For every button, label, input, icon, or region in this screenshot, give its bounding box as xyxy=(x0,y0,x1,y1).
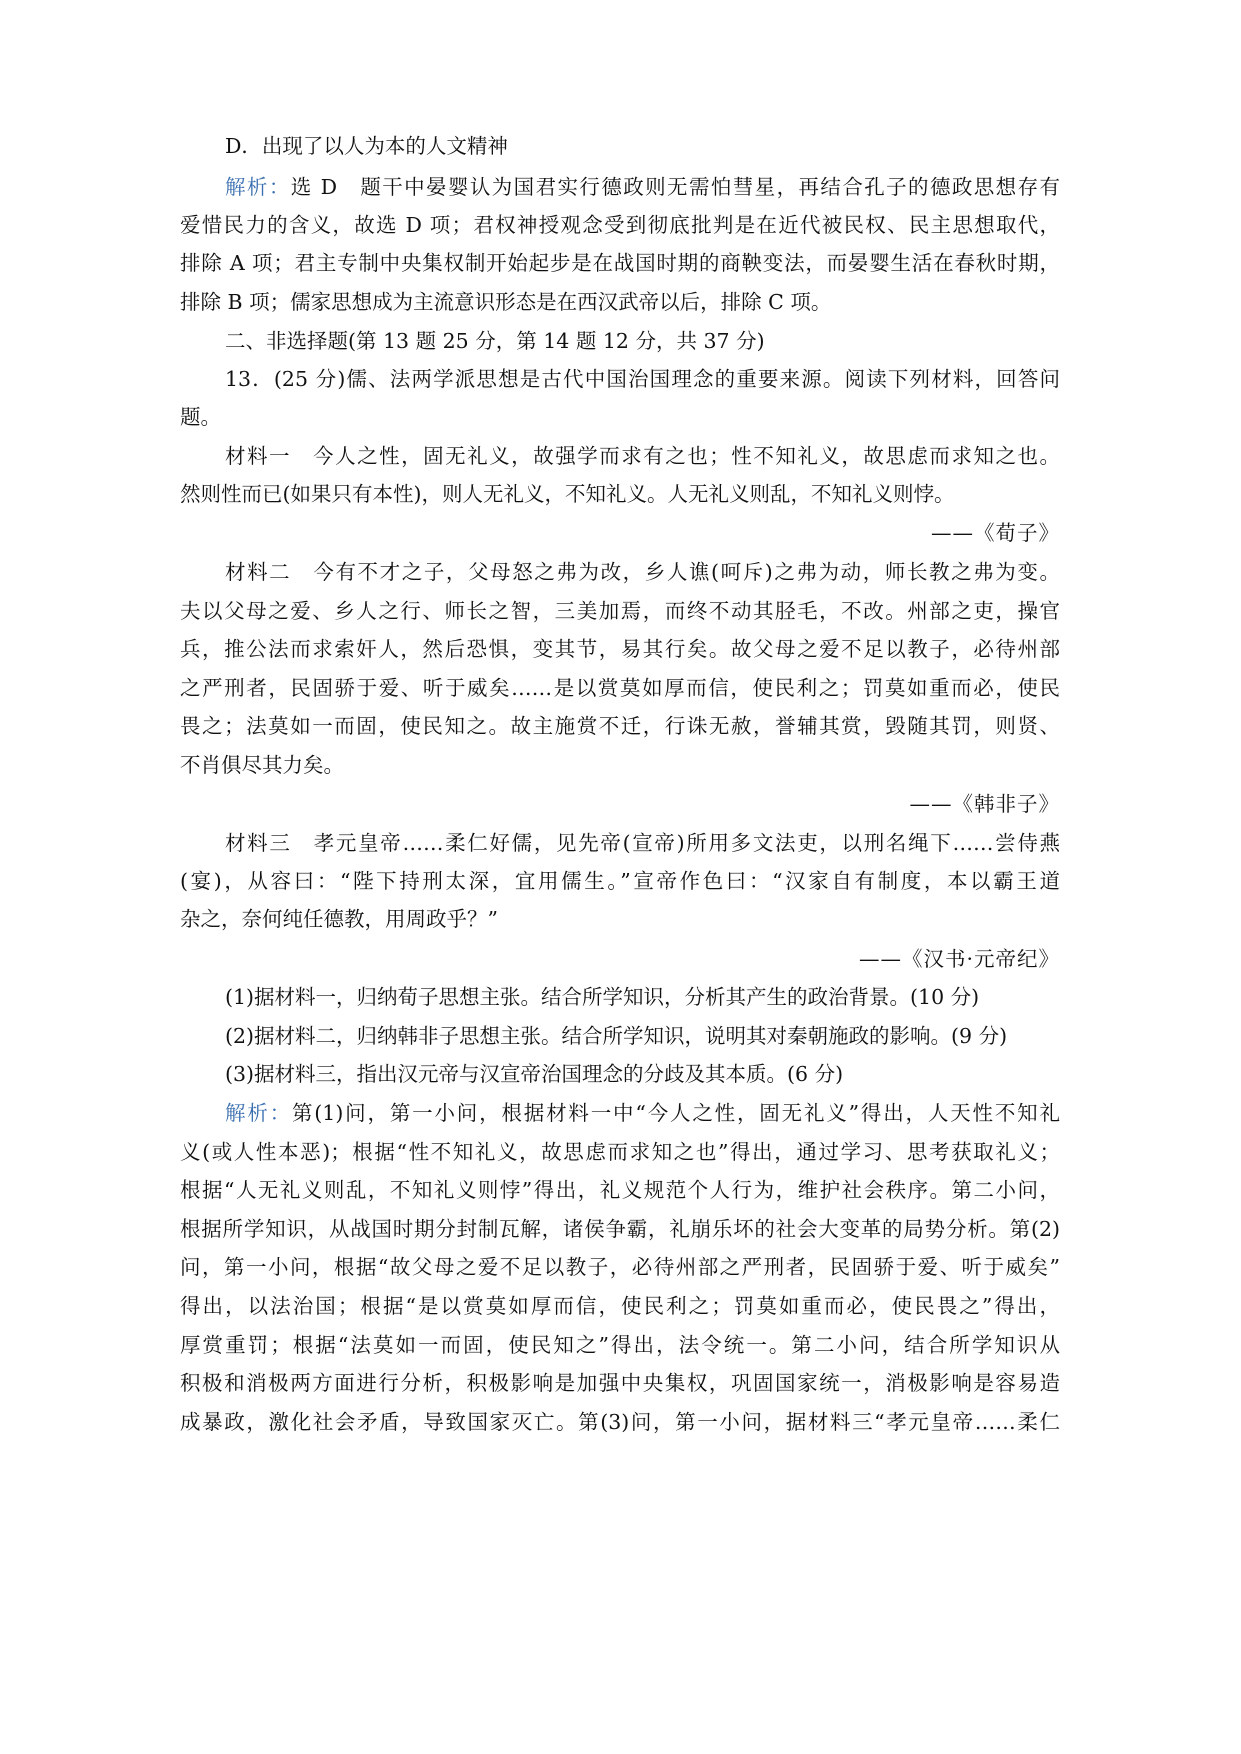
analysis1-line2: 爱惜民力的含义，故选 D 项；君权神授观念受到彻底批判是在近代被民权、民主思想取代， xyxy=(180,213,1060,237)
analysis2-line3: 根据“人无礼义则乱，不知礼义则悖”得出，礼义规范个人行为，维护社会秩序。第二小问， xyxy=(180,1178,1060,1202)
analysis2-line1: 解析：第(1)问，第一小问，根据材料一中“今人之性，固无礼义”得出，人天性不知礼 xyxy=(225,1101,1061,1125)
q13-line2: 题。 xyxy=(180,405,221,429)
analysis-label: 解析： xyxy=(225,1101,292,1125)
material2-line4: 之严刑者，民固骄于爱、听于威矣……是以赏莫如厚而信，使民利之；罚莫如重而必，使民 xyxy=(180,676,1060,700)
material2-source: ——《韩非子》 xyxy=(909,792,1060,816)
material3-line1: 材料三 孝元皇帝……柔仁好儒，见先帝(宣帝)所用多文法吏，以刑名绳下……尝侍燕 xyxy=(225,831,1060,855)
material2-line2: 夫以父母之爱、乡人之行、师长之智，三美加焉，而终不动其胫毛，不改。州部之吏，操官 xyxy=(180,599,1060,623)
analysis2-line4: 根据所学知识，从战国时期分封制瓦解，诸侯争霸，礼崩乐坏的社会大变革的局势分析。第(2) xyxy=(180,1217,1060,1241)
material2-line1: 材料二 今有不才之子，父母怒之弗为改，乡人谯(呵斥)之弗为动，师长教之弗为变。 xyxy=(225,560,1060,584)
material2-line3: 兵，推公法而求索奸人，然后恐惧，变其节，易其行矣。故父母之爱不足以教子，必待州部 xyxy=(180,637,1060,661)
material3-line2: (宴)，从容曰：“陛下持刑太深，宜用儒生。”宣帝作色曰：“汉家自有制度，本以霸王道 xyxy=(180,869,1060,893)
material3-source: ——《汉书·元帝纪》 xyxy=(858,947,1060,971)
question-2: (2)据材料二，归纳韩非子思想主张。结合所学知识，说明其对秦朝施政的影响。(9 分) xyxy=(225,1024,1008,1048)
q13-line1: 13．(25 分)儒、法两学派思想是古代中国治国理念的重要来源。阅读下列材料，回答问 xyxy=(225,367,1060,391)
material2-line6: 不肖俱尽其力矣。 xyxy=(180,753,344,777)
analysis2-line8: 积极和消极两方面进行分析，积极影响是加强中央集权，巩固国家统一，消极影响是容易造 xyxy=(180,1371,1060,1395)
material1-line2: 然则性而已(如果只有本性)，则人无礼义，不知礼义。人无礼义则乱，不知礼义则悖。 xyxy=(180,482,955,506)
analysis2-line7: 厚赏重罚；根据“法莫如一而固，使民知之”得出，法令统一。第二小问，结合所学知识从 xyxy=(180,1333,1060,1357)
material3-line3: 杂之，奈何纯任德教，用周政乎？” xyxy=(180,907,498,931)
material1-line1: 材料一 今人之性，固无礼义，故强学而求有之也；性不知礼义，故思虑而求知之也。 xyxy=(225,444,1060,468)
analysis1-line3: 排除 A 项；君主专制中央集权制开始起步是在战国时期的商鞅变法，而晏婴生活在春秋时期， xyxy=(180,251,1060,275)
analysis-label: 解析： xyxy=(225,175,291,199)
option-d: D．出现了以人为本的人文精神 xyxy=(225,134,508,158)
material2-line5: 畏之；法莫如一而固，使民知之。故主施赏不迁，行诛无赦，誉辅其赏，毁随其罚，则贤、 xyxy=(180,714,1060,738)
analysis2-line9: 成暴政，激化社会矛盾，导致国家灭亡。第(3)问，第一小问，据材料三“孝元皇帝……柔仁 xyxy=(180,1410,1060,1434)
analysis2-line5: 问，第一小问，根据“故父母之爱不足以教子，必待州部之严刑者，民固骄于爱、听于威矣” xyxy=(180,1255,1060,1279)
analysis1-line1: 解析：选 D 题干中晏婴认为国君实行德政则无需怕彗星，再结合孔子的德政思想存有 xyxy=(225,175,1061,199)
question-1: (1)据材料一，归纳荀子思想主张。结合所学知识，分析其产生的政治背景。(10 分) xyxy=(225,985,980,1009)
analysis2-line6: 得出，以法治国；根据“是以赏莫如厚而信，使民利之；罚莫如重而必，使民畏之”得出， xyxy=(180,1294,1060,1318)
analysis1-line4: 排除 B 项；儒家思想成为主流意识形态是在西汉武帝以后，排除 C 项。 xyxy=(180,290,832,314)
analysis2-line2: 义(或人性本恶)；根据“性不知礼义，故思虑而求知之也”得出，通过学习、思考获取礼义； xyxy=(180,1140,1060,1164)
material1-source: ——《荀子》 xyxy=(931,521,1060,545)
section-title: 二、非选择题(第 13 题 25 分，第 14 题 12 分，共 37 分) xyxy=(225,329,765,353)
question-3: (3)据材料三，指出汉元帝与汉宣帝治国理念的分歧及其本质。(6 分) xyxy=(225,1062,844,1086)
